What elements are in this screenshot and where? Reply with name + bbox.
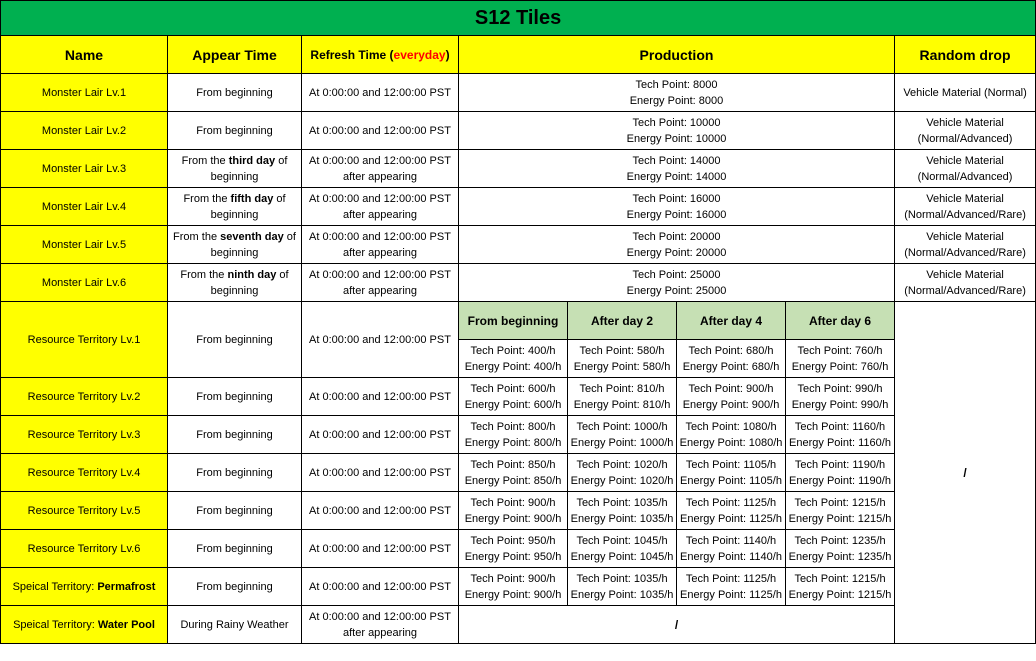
appear-text-of: of bbox=[283, 230, 296, 243]
energy-point: Energy Point: 580/h bbox=[573, 360, 671, 373]
appear-line-1 bbox=[170, 229, 299, 245]
tech-point: Tech Point: 1215/h bbox=[794, 496, 886, 509]
appear-line-1 bbox=[170, 191, 299, 207]
production-cell bbox=[459, 74, 895, 112]
refresh-time bbox=[302, 188, 459, 226]
energy-point: Energy Point: 16000 bbox=[626, 208, 727, 221]
energy-point: Energy Point: 1080/h bbox=[679, 436, 783, 449]
table-row bbox=[1, 492, 1036, 530]
production-cell bbox=[459, 454, 568, 492]
tech-point: Tech Point: 760/h bbox=[797, 344, 883, 357]
energy-point: Energy Point: 1215/h bbox=[788, 588, 892, 601]
tile-name bbox=[1, 378, 168, 416]
table-row bbox=[1, 74, 1036, 112]
tile-name: Monster Lair Lv.4 bbox=[1, 188, 168, 226]
refresh-line-1: At 0:00:00 and 12:00:00 PST bbox=[309, 268, 451, 281]
appear-text: From beginning bbox=[196, 86, 273, 99]
random-drop bbox=[895, 226, 1036, 264]
production-cell bbox=[677, 454, 786, 492]
energy-point: Energy Point: 1045/h bbox=[570, 550, 674, 563]
refresh-line-2: after appearing bbox=[343, 246, 417, 259]
drop-line-1: Vehicle Material bbox=[926, 192, 1004, 205]
tile-name: Monster Lair Lv.5 bbox=[1, 226, 168, 264]
production-cell bbox=[568, 492, 677, 530]
tech-point: Tech Point: 1215/h bbox=[794, 572, 886, 585]
production-cell bbox=[786, 454, 895, 492]
refresh-time bbox=[302, 606, 459, 644]
refresh-line-1: At 0:00:00 and 12:00:00 PST bbox=[309, 192, 451, 205]
tech-point: Tech Point: 1045/h bbox=[576, 534, 668, 547]
appear-day: fifth day bbox=[230, 192, 274, 205]
table-row bbox=[1, 302, 1036, 340]
appear-line-1 bbox=[170, 153, 299, 169]
drop-line-2: (Normal/Advanced) bbox=[917, 132, 1013, 145]
refresh-time bbox=[302, 264, 459, 302]
appear-time bbox=[168, 226, 302, 264]
page-title: S12 Tiles bbox=[1, 1, 1036, 36]
energy-point: Energy Point: 8000 bbox=[629, 94, 724, 107]
header-refresh-suffix: ) bbox=[445, 47, 450, 62]
tech-point: Tech Point: 1140/h bbox=[685, 534, 777, 547]
table-row bbox=[1, 112, 1036, 150]
tile-name: Monster Lair Lv.3 bbox=[1, 150, 168, 188]
energy-point: Energy Point: 760/h bbox=[791, 360, 889, 373]
table-row bbox=[1, 568, 1036, 606]
tile-name: Monster Lair Lv.1 bbox=[1, 74, 168, 112]
energy-point: Energy Point: 1235/h bbox=[788, 550, 892, 563]
tile-name-bold: Water Pool bbox=[97, 618, 155, 631]
refresh-time: At 0:00:00 and 12:00:00 PST bbox=[302, 530, 459, 568]
tech-point: Tech Point: 1020/h bbox=[576, 458, 668, 471]
tech-point: Tech Point: 1080/h bbox=[685, 420, 777, 433]
production-cell bbox=[459, 416, 568, 454]
energy-point: Energy Point: 1215/h bbox=[788, 512, 892, 525]
production-cell bbox=[786, 416, 895, 454]
drop-line-1: Vehicle Material (Normal) bbox=[903, 86, 1027, 99]
tile-name-plain: Resource Territory Lv.3 bbox=[27, 428, 141, 441]
appear-time bbox=[168, 150, 302, 188]
energy-point: Energy Point: 900/h bbox=[464, 512, 562, 525]
table-row bbox=[1, 606, 1036, 644]
energy-point: Energy Point: 1105/h bbox=[680, 474, 782, 487]
tech-point: Tech Point: 900/h bbox=[470, 572, 556, 585]
refresh-line-1: At 0:00:00 and 12:00:00 PST bbox=[309, 86, 451, 99]
production-cell bbox=[459, 568, 568, 606]
random-drop: / bbox=[895, 302, 1036, 644]
appear-line-1 bbox=[170, 267, 299, 283]
tech-point: Tech Point: 990/h bbox=[797, 382, 883, 395]
energy-point: Energy Point: 850/h bbox=[464, 474, 562, 487]
appear-line-2: beginning bbox=[210, 208, 259, 221]
production-cell bbox=[677, 530, 786, 568]
production-cell bbox=[786, 378, 895, 416]
energy-point: Energy Point: 1000/h bbox=[570, 436, 674, 449]
appear-time: During Rainy Weather bbox=[168, 606, 302, 644]
appear-line-2: beginning bbox=[210, 170, 259, 183]
table-row bbox=[1, 454, 1036, 492]
energy-point: Energy Point: 25000 bbox=[626, 284, 727, 297]
production-cell bbox=[786, 340, 895, 378]
production-cell bbox=[459, 492, 568, 530]
header-appear-time: Appear Time bbox=[168, 36, 302, 74]
production-cell bbox=[459, 226, 895, 264]
appear-time bbox=[168, 112, 302, 150]
refresh-time: At 0:00:00 and 12:00:00 PST bbox=[302, 378, 459, 416]
energy-point: Energy Point: 900/h bbox=[464, 588, 562, 601]
random-drop bbox=[895, 112, 1036, 150]
energy-point: Energy Point: 20000 bbox=[626, 246, 727, 259]
table-row bbox=[1, 530, 1036, 568]
tile-name-plain: Resource Territory Lv.2 bbox=[27, 390, 141, 403]
tile-name: Monster Lair Lv.2 bbox=[1, 112, 168, 150]
energy-point: Energy Point: 1020/h bbox=[570, 474, 674, 487]
tech-point: Tech Point: 10000 bbox=[632, 116, 721, 129]
tile-name bbox=[1, 606, 168, 644]
tech-point: Tech Point: 14000 bbox=[632, 154, 721, 167]
production-cell bbox=[677, 340, 786, 378]
tile-name bbox=[1, 530, 168, 568]
production-cell bbox=[677, 492, 786, 530]
appear-time: From beginning bbox=[168, 568, 302, 606]
random-drop bbox=[895, 264, 1036, 302]
tile-name-plain: Resource Territory Lv.4 bbox=[27, 466, 141, 479]
phase-header: From beginning bbox=[459, 302, 568, 340]
production-cell bbox=[568, 568, 677, 606]
table-row bbox=[1, 150, 1036, 188]
tech-point: Tech Point: 950/h bbox=[470, 534, 556, 547]
appear-time bbox=[168, 188, 302, 226]
tech-point: Tech Point: 900/h bbox=[688, 382, 774, 395]
tile-name-plain: Resource Territory Lv.6 bbox=[27, 542, 141, 555]
energy-point: Energy Point: 810/h bbox=[573, 398, 671, 411]
header-refresh-time bbox=[302, 36, 459, 74]
appear-time: From beginning bbox=[168, 302, 302, 378]
refresh-time: At 0:00:00 and 12:00:00 PST bbox=[302, 454, 459, 492]
refresh-time bbox=[302, 150, 459, 188]
tech-point: Tech Point: 1000/h bbox=[576, 420, 668, 433]
phase-header: After day 2 bbox=[568, 302, 677, 340]
production-cell bbox=[568, 378, 677, 416]
refresh-time bbox=[302, 74, 459, 112]
energy-point: Energy Point: 1140/h bbox=[680, 550, 782, 563]
production-cell bbox=[459, 150, 895, 188]
drop-line-1: Vehicle Material bbox=[926, 230, 1004, 243]
random-drop bbox=[895, 150, 1036, 188]
tile-name bbox=[1, 454, 168, 492]
tech-point: Tech Point: 1190/h bbox=[794, 458, 886, 471]
appear-text-of: of bbox=[275, 154, 288, 167]
tile-name-bold: Permafrost bbox=[97, 580, 156, 593]
appear-time: From beginning bbox=[168, 454, 302, 492]
energy-point: Energy Point: 1160/h bbox=[789, 436, 891, 449]
production-cell bbox=[677, 416, 786, 454]
tech-point: Tech Point: 800/h bbox=[470, 420, 556, 433]
appear-line-2: beginning bbox=[210, 284, 259, 297]
production-cell bbox=[786, 568, 895, 606]
tile-name bbox=[1, 492, 168, 530]
refresh-line-2: after appearing bbox=[343, 208, 417, 221]
energy-point: Energy Point: 950/h bbox=[464, 550, 562, 563]
appear-time bbox=[168, 74, 302, 112]
refresh-time: At 0:00:00 and 12:00:00 PST bbox=[302, 416, 459, 454]
appear-time bbox=[168, 264, 302, 302]
appear-text-of: of bbox=[276, 268, 289, 281]
tile-name bbox=[1, 568, 168, 606]
production-cell bbox=[568, 530, 677, 568]
production-cell bbox=[459, 530, 568, 568]
phase-header: After day 4 bbox=[677, 302, 786, 340]
random-drop bbox=[895, 188, 1036, 226]
energy-point: Energy Point: 14000 bbox=[626, 170, 727, 183]
tech-point: Tech Point: 1105/h bbox=[685, 458, 777, 471]
production-cell bbox=[786, 492, 895, 530]
tech-point: Tech Point: 1125/h bbox=[685, 496, 777, 509]
refresh-time: At 0:00:00 and 12:00:00 PST bbox=[302, 492, 459, 530]
production-cell bbox=[568, 454, 677, 492]
production-cell bbox=[677, 568, 786, 606]
tile-name bbox=[1, 302, 168, 378]
table-row bbox=[1, 378, 1036, 416]
tech-point: Tech Point: 8000 bbox=[635, 78, 718, 91]
appear-time: From beginning bbox=[168, 378, 302, 416]
drop-line-2: (Normal/Advanced) bbox=[917, 170, 1013, 183]
tile-name: Monster Lair Lv.6 bbox=[1, 264, 168, 302]
refresh-line-2: after appearing bbox=[343, 626, 417, 639]
tech-point: Tech Point: 580/h bbox=[579, 344, 665, 357]
refresh-line-2: after appearing bbox=[343, 284, 417, 297]
appear-text-of: of bbox=[273, 192, 286, 205]
refresh-time bbox=[302, 112, 459, 150]
header-name: Name bbox=[1, 36, 168, 74]
appear-text: From the bbox=[181, 154, 229, 167]
energy-point: Energy Point: 10000 bbox=[626, 132, 727, 145]
energy-point: Energy Point: 1125/h bbox=[680, 588, 782, 601]
tech-point: Tech Point: 900/h bbox=[470, 496, 556, 509]
tech-point: Tech Point: 1035/h bbox=[576, 572, 668, 585]
table-row bbox=[1, 188, 1036, 226]
production-cell bbox=[568, 340, 677, 378]
refresh-time: At 0:00:00 and 12:00:00 PST bbox=[302, 568, 459, 606]
production-cell: / bbox=[459, 606, 895, 644]
appear-day: third day bbox=[228, 154, 276, 167]
appear-time: From beginning bbox=[168, 530, 302, 568]
refresh-time bbox=[302, 226, 459, 264]
energy-point: Energy Point: 400/h bbox=[464, 360, 562, 373]
appear-text: From the bbox=[180, 268, 228, 281]
production-cell bbox=[459, 264, 895, 302]
energy-point: Energy Point: 1035/h bbox=[570, 588, 674, 601]
tech-point: Tech Point: 1035/h bbox=[576, 496, 668, 509]
drop-line-2: (Normal/Advanced/Rare) bbox=[904, 208, 1026, 221]
production-cell bbox=[677, 378, 786, 416]
energy-point: Energy Point: 1035/h bbox=[570, 512, 674, 525]
drop-line-1: Vehicle Material bbox=[926, 268, 1004, 281]
tile-name-plain: Resource Territory Lv.1 bbox=[27, 333, 141, 346]
tech-point: Tech Point: 25000 bbox=[632, 268, 721, 281]
appear-time: From beginning bbox=[168, 416, 302, 454]
tech-point: Tech Point: 1160/h bbox=[794, 420, 886, 433]
appear-time: From beginning bbox=[168, 492, 302, 530]
table-row bbox=[1, 416, 1036, 454]
tech-point: Tech Point: 600/h bbox=[470, 382, 556, 395]
production-cell bbox=[459, 188, 895, 226]
production-cell bbox=[459, 378, 568, 416]
refresh-line-2: after appearing bbox=[343, 170, 417, 183]
table-row bbox=[1, 226, 1036, 264]
refresh-line-1: At 0:00:00 and 12:00:00 PST bbox=[309, 124, 451, 137]
tech-point: Tech Point: 16000 bbox=[632, 192, 721, 205]
energy-point: Energy Point: 800/h bbox=[464, 436, 562, 449]
drop-line-2: (Normal/Advanced/Rare) bbox=[904, 246, 1026, 259]
header-refresh-highlight: everyday bbox=[393, 47, 446, 62]
energy-point: Energy Point: 600/h bbox=[464, 398, 562, 411]
refresh-line-1: At 0:00:00 and 12:00:00 PST bbox=[309, 230, 451, 243]
energy-point: Energy Point: 990/h bbox=[791, 398, 889, 411]
tech-point: Tech Point: 850/h bbox=[470, 458, 556, 471]
appear-day: seventh day bbox=[220, 230, 284, 243]
appear-line-1 bbox=[170, 123, 299, 139]
tile-name-plain: Speical Territory: bbox=[12, 580, 98, 593]
tile-name-plain: Speical Territory: bbox=[13, 618, 98, 631]
table-row bbox=[1, 264, 1036, 302]
drop-line-1: Vehicle Material bbox=[926, 116, 1004, 129]
drop-line-1: Vehicle Material bbox=[926, 154, 1004, 167]
tile-name-plain: Resource Territory Lv.5 bbox=[27, 504, 141, 517]
phase-header: After day 6 bbox=[786, 302, 895, 340]
production-cell bbox=[459, 112, 895, 150]
energy-point: Energy Point: 680/h bbox=[682, 360, 780, 373]
tech-point: Tech Point: 20000 bbox=[632, 230, 721, 243]
tech-point: Tech Point: 810/h bbox=[579, 382, 665, 395]
tech-point: Tech Point: 680/h bbox=[688, 344, 774, 357]
refresh-time: At 0:00:00 and 12:00:00 PST bbox=[302, 302, 459, 378]
refresh-line-1: At 0:00:00 and 12:00:00 PST bbox=[309, 154, 451, 167]
tech-point: Tech Point: 400/h bbox=[470, 344, 556, 357]
tech-point: Tech Point: 1125/h bbox=[685, 572, 777, 585]
refresh-line-1: At 0:00:00 and 12:00:00 PST bbox=[309, 610, 451, 623]
random-drop bbox=[895, 74, 1036, 112]
energy-point: Energy Point: 900/h bbox=[682, 398, 780, 411]
drop-line-2: (Normal/Advanced/Rare) bbox=[904, 284, 1026, 297]
tile-name bbox=[1, 416, 168, 454]
appear-text: From the bbox=[183, 192, 231, 205]
header-random-drop: Random drop bbox=[895, 36, 1036, 74]
appear-text: From the bbox=[173, 230, 221, 243]
production-cell bbox=[568, 416, 677, 454]
energy-point: Energy Point: 1190/h bbox=[789, 474, 891, 487]
production-cell bbox=[459, 340, 568, 378]
production-cell bbox=[786, 530, 895, 568]
appear-line-2: beginning bbox=[210, 246, 259, 259]
tech-point: Tech Point: 1235/h bbox=[794, 534, 886, 547]
appear-line-1 bbox=[170, 85, 299, 101]
appear-text: From beginning bbox=[196, 124, 273, 137]
header-production: Production bbox=[459, 36, 895, 74]
energy-point: Energy Point: 1125/h bbox=[680, 512, 782, 525]
appear-day: ninth day bbox=[227, 268, 277, 281]
header-refresh-prefix: Refresh Time ( bbox=[310, 47, 394, 62]
